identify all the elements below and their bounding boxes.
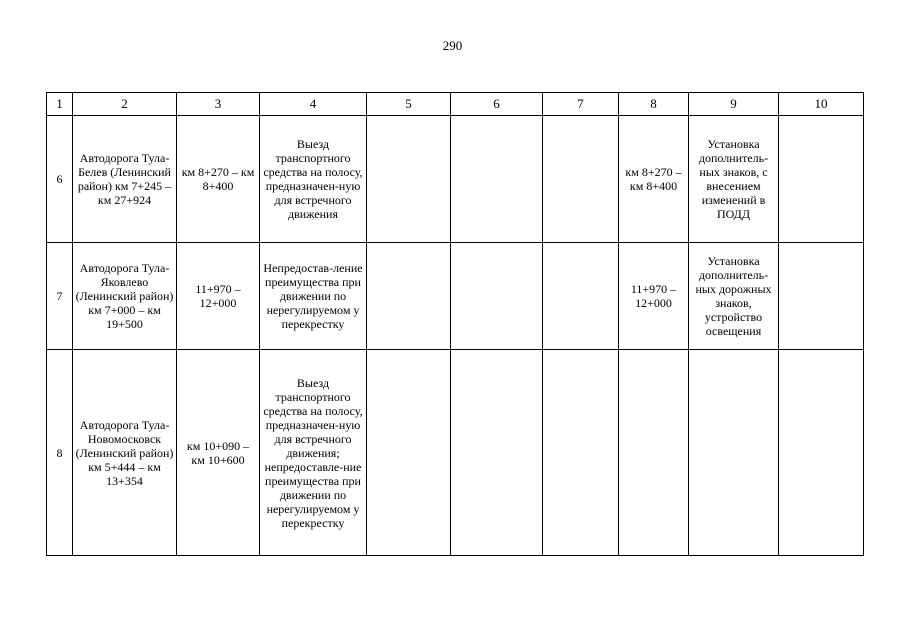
column-5-cell	[367, 350, 451, 556]
header-cell: 3	[177, 93, 260, 116]
measure-cell	[689, 350, 779, 556]
column-10-cell	[779, 116, 864, 243]
table-row	[47, 350, 864, 556]
header-cell: 8	[619, 93, 689, 116]
header-cell: 7	[543, 93, 619, 116]
header-row	[47, 93, 864, 116]
column-7-cell	[543, 243, 619, 350]
header-cell: 6	[451, 93, 543, 116]
problem-cell: Выезд транспортного средства на полосу, предназначен-ную для встречного движения; непредоставле-ние преимущества при движении по нерегулируемом у перекрестку	[260, 350, 367, 556]
column-8-cell	[619, 350, 689, 556]
row-number: 7	[47, 243, 73, 350]
column-6-cell	[451, 350, 543, 556]
section-cell: км 8+270 – км 8+400	[177, 116, 260, 243]
header-cell: 4	[260, 93, 367, 116]
table-row	[47, 243, 864, 350]
measure-cell: Установка дополнитель-ных знаков, с внесением изменений в ПОДД	[689, 116, 779, 243]
header-cell: 9	[689, 93, 779, 116]
road-cell: Автодорога Тула-Белев (Ленинский район) км 7+245 – км 27+924	[73, 116, 177, 243]
column-6-cell	[451, 243, 543, 350]
column-5-cell	[367, 116, 451, 243]
header-cell: 2	[73, 93, 177, 116]
column-7-cell	[543, 116, 619, 243]
page-number: 290	[442, 38, 463, 53]
problem-cell: Выезд транспортного средства на полосу, предназначен-ную для встречного движения	[260, 116, 367, 243]
road-cell: Автодорога Тула-Новомосковск (Ленинский район) км 5+444 – км 13+354	[73, 350, 177, 556]
measure-cell: Установка дополнитель-ных дорожных знаков, устройство освещения	[689, 243, 779, 350]
column-8-cell: км 8+270 – км 8+400	[619, 116, 689, 243]
header-cell: 5	[367, 93, 451, 116]
header-cell: 10	[779, 93, 864, 116]
section-cell: 11+970 – 12+000	[177, 243, 260, 350]
column-6-cell	[451, 116, 543, 243]
row-number: 6	[47, 116, 73, 243]
column-10-cell	[779, 243, 864, 350]
table-row	[47, 116, 864, 243]
column-5-cell	[367, 243, 451, 350]
column-10-cell	[779, 350, 864, 556]
problem-cell: Непредостав-ление преимущества при движении по нерегулируемом у перекрестку	[260, 243, 367, 350]
section-cell: км 10+090 – км 10+600	[177, 350, 260, 556]
column-7-cell	[543, 350, 619, 556]
data-table	[46, 92, 864, 556]
row-number: 8	[47, 350, 73, 556]
column-8-cell: 11+970 – 12+000	[619, 243, 689, 350]
road-cell: Автодорога Тула-Яковлево (Ленинский район) км 7+000 – км 19+500	[73, 243, 177, 350]
header-cell: 1	[47, 93, 73, 116]
